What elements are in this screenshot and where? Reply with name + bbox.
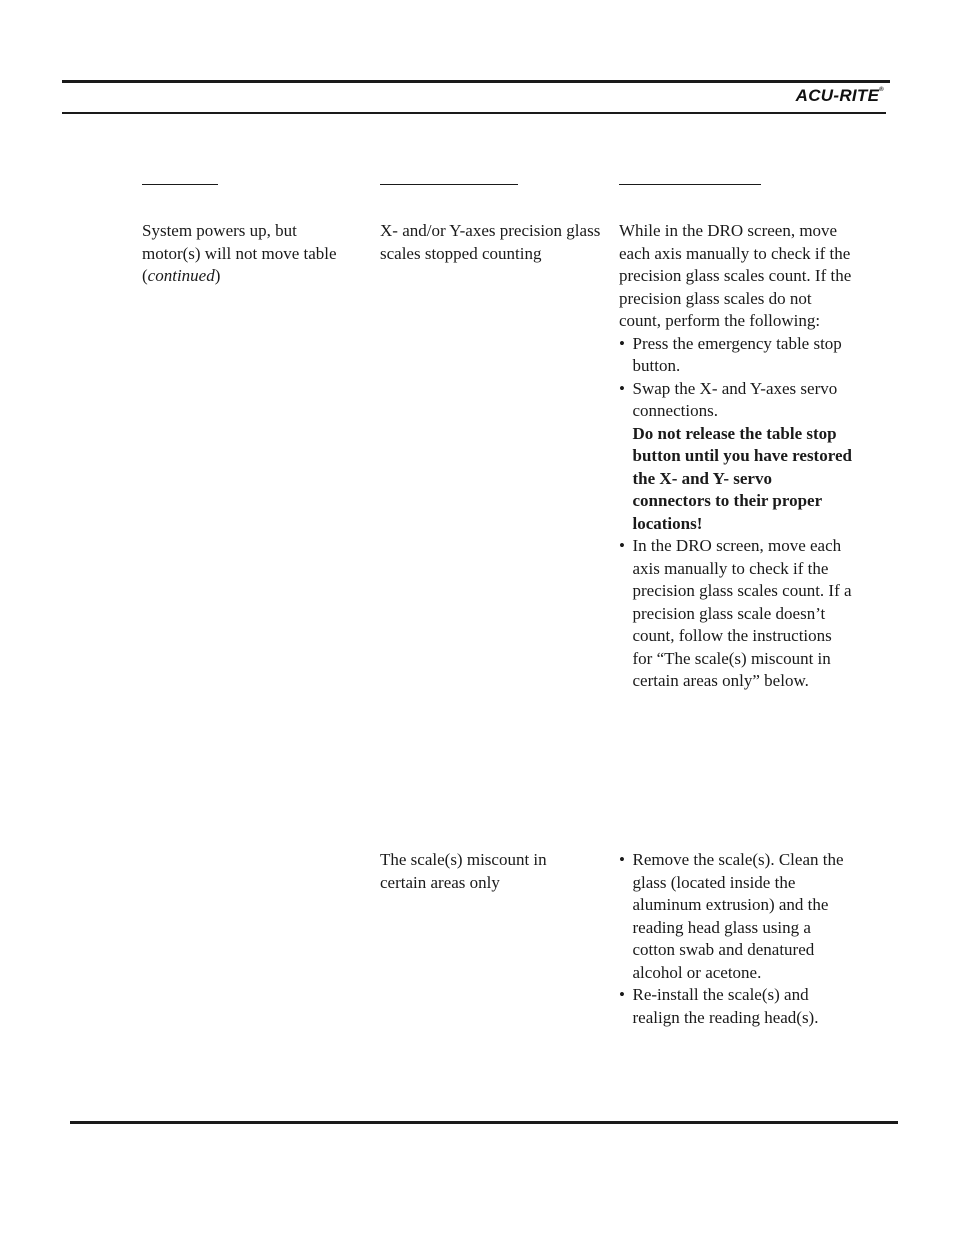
remedy-intro: While in the DRO screen, move each axis manually to check if the precision glass scales count. If the precision glass scales do not count, perform the following: [619,221,852,330]
remedy-cell-2 [619,849,854,1029]
symptom-text: System powers up, but motor(s) will not move table (continued) [142,221,337,285]
remedy-bullet: • Swap the X- and Y-axes servo connections. [619,378,854,423]
bullet-glyph: • [619,850,625,869]
remedy-bullet: • Remove the scale(s). Clean the glass (located inside the aluminum extrusion) and the reading head glass using a cotton swab and denatured alcohol or acetone. [619,849,854,984]
cause-text: X- and/or Y-axes precision glass scales stopped counting [380,221,601,263]
cause-column-rule [380,184,518,185]
remedy-cell-1 [619,220,854,693]
warning-text: Do not release the table stop button until you have restored the X- and Y- servo connectors to their proper locations! [632,423,852,533]
bullet-glyph: • [619,378,625,398]
header-top-rule [62,80,890,83]
remedy-bullet: • In the DRO screen, move each axis manually to check if the precision glass scales count. If a precision glass scale doesn’t count, follow the instructions for “The scale(s) miscount in certain areas only” below. [619,535,854,693]
acu-rite-logo [796,86,884,106]
bullet-glyph: • [619,985,625,1004]
bullet-glyph: • [619,536,625,555]
cause-cell-1 [380,220,612,265]
cause-text: The scale(s) miscount in certain areas only [380,850,547,892]
header-bottom-rule [62,112,886,114]
registered-mark: ® [879,87,884,93]
bullet-glyph: • [619,333,625,353]
symptom-cell [142,220,342,288]
logo-text: ACU-RITE [795,86,880,105]
remedy-bullet: • Re-install the scale(s) and realign the reading head(s). [619,984,854,1029]
remedy-bullet: • Press the emergency table stop button. [619,333,854,378]
remedy-column-rule [619,184,761,185]
cause-cell-2 [380,849,585,894]
footer-rule [70,1121,898,1124]
symptom-column-rule [142,184,218,185]
